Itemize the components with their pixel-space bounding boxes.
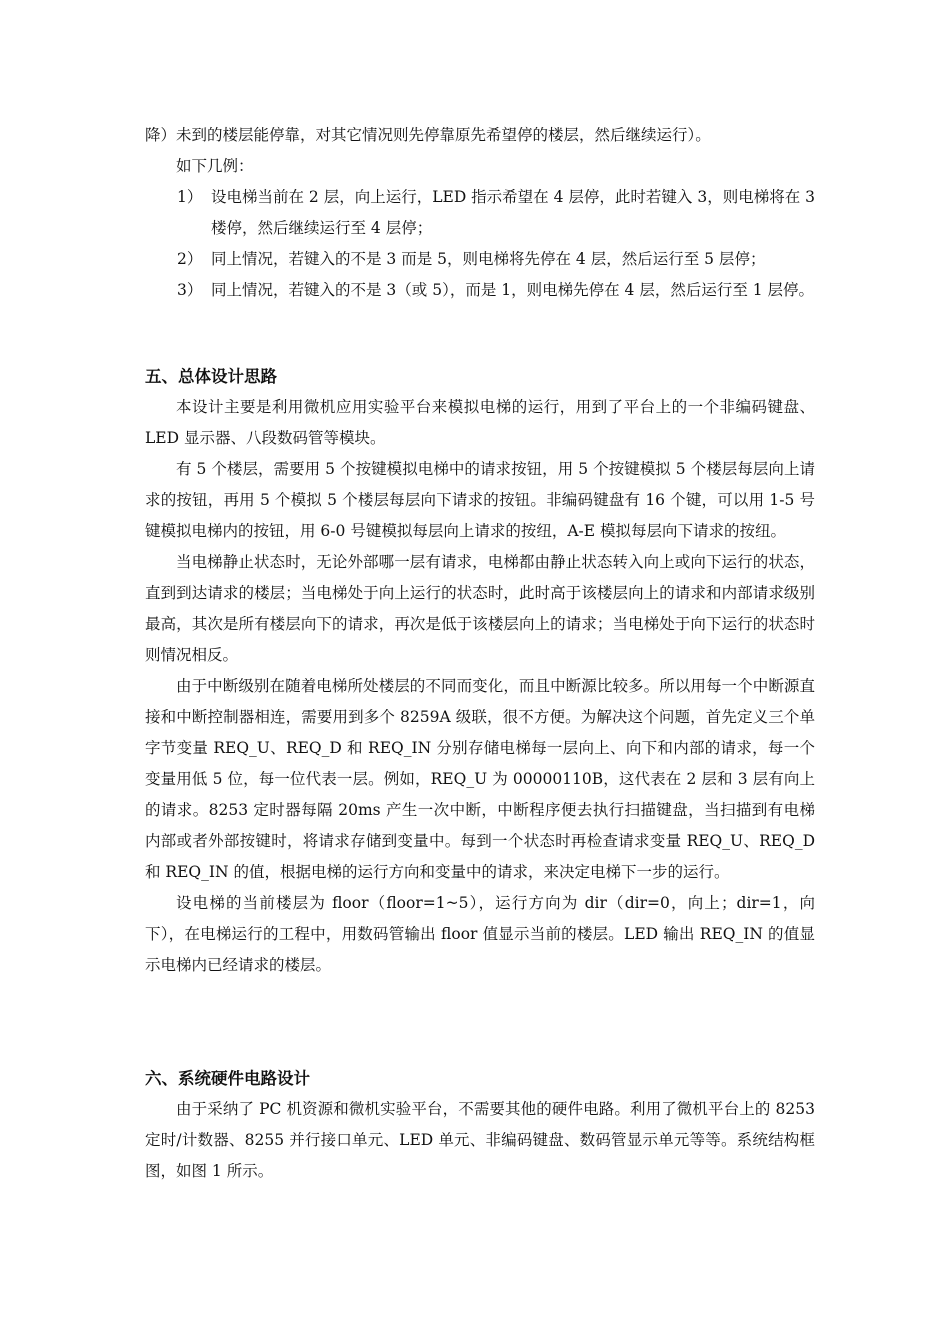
section-heading: 六、系统硬件电路设计 <box>145 1069 310 1088</box>
examples-label: 如下几例： <box>176 157 254 175</box>
paragraph: 本设计主要是利用微机应用实验平台来模拟电梯的运行，用到了平台上的一个非编码键盘、LED 显示器、八段数码管等模块。 <box>145 398 815 447</box>
section-heading: 五、总体设计思路 <box>145 367 277 386</box>
list-item-number: 3） <box>177 281 203 299</box>
list-item-text: 同上情况，若键入的不是 3 而是 5，则电梯将先停在 4 层，然后运行至 5 层停； <box>211 250 766 268</box>
list-item-number: 1） <box>177 188 203 206</box>
list-item <box>145 182 815 244</box>
intro-block <box>145 120 815 306</box>
list-item-text: 同上情况，若键入的不是 3（或 5），而是 1，则电梯先停在 4 层，然后运行至 1 层停。 <box>211 281 815 299</box>
section-overall-design <box>145 361 815 981</box>
section-hardware-design <box>145 1063 815 1187</box>
paragraph: 由于采纳了 PC 机资源和微机实验平台，不需要其他的硬件电路。利用了微机平台上的 8253 定时/计数器、8255 并行接口单元、LED 单元、非编码键盘、数码管显示单元等等。系统结构框图，如图 1 所示。 <box>145 1100 815 1180</box>
paragraph: 由于中断级别在随着电梯所处楼层的不同而变化，而且中断源比较多。所以用每一个中断源直接和中断控制器相连，需要用到多个 8259A 级联，很不方便。为解决这个问题，首先定义三个单字节变量 REQ_U、REQ_D 和 REQ_IN 分别存储电梯每一层向上、向下和内部的请求，每一个变量用低 5 位，每一位代表一层。例如，REQ_U 为 00000110B，这代表在 2 层和 3 层有向上的请求。8253 定时器每隔 20ms 产生一次中断，中断程序便去执行扫描键盘，当扫描到有电梯内部或者外部按键时，将请求存储到变量中。每到一个状态时再检查请求变量 REQ_U、REQ_D 和 REQ_IN 的值，根据电梯的运行方向和变量中的请求，来决定电梯下一步的运行。 <box>145 677 815 881</box>
list-item <box>145 275 815 306</box>
continuation-text: 降）未到的楼层能停靠，对其它情况则先停靠原先希望停的楼层，然后继续运行）。 <box>145 126 711 144</box>
list-item <box>145 244 815 275</box>
paragraph: 设电梯的当前楼层为 floor（floor=1~5），运行方向为 dir（dir=0，向上；dir=1，向下），在电梯运行的工程中，用数码管输出 floor 值显示当前的楼层。LED 输出 REQ_IN 的值显示电梯内已经请求的楼层。 <box>145 894 815 974</box>
list-item-number: 2） <box>177 250 203 268</box>
paragraph: 当电梯静止状态时，无论外部哪一层有请求，电梯都由静止状态转入向上或向下运行的状态，直到到达请求的楼层；当电梯处于向上运行的状态时，此时高于该楼层向上的请求和内部请求级别最高，其次是所有楼层向下的请求，再次是低于该楼层向上的请求；当电梯处于向下运行的状态时则情况相反。 <box>145 553 815 664</box>
list-item-text: 设电梯当前在 2 层，向上运行，LED 指示希望在 4 层停，此时若键入 3，则电梯将在 3 楼停，然后继续运行至 4 层停； <box>211 188 815 237</box>
paragraph: 有 5 个楼层，需要用 5 个按键模拟电梯中的请求按钮，用 5 个按键模拟 5 个楼层每层向上请求的按钮，再用 5 个模拟 5 个楼层每层向下请求的按钮。非编码键盘有 16 个键，可以用 1-5 号键模拟电梯内的按钮，用 6-0 号键模拟每层向上请求的按纽，A-E 模拟每层向下请求的按纽。 <box>145 460 815 540</box>
examples-list <box>145 182 815 306</box>
